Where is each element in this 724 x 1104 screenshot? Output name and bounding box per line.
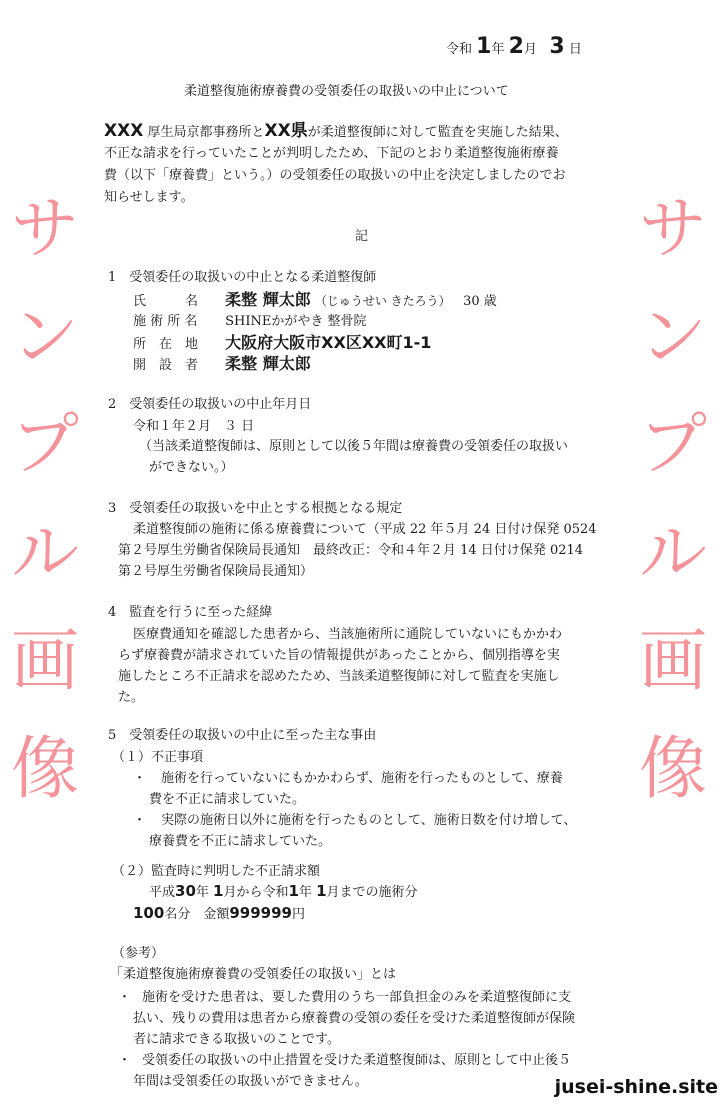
watermark-right: サ ン プ ル 画 像 (638, 190, 707, 809)
section-3-line-2: 第２号厚生労働省保険局長通知 最終改正：令和４年２月 14 日付け保発 0214 (118, 543, 584, 558)
owner-row: 開 設 者 柔整 輝太郎 (133, 354, 311, 373)
watermark-left: サ ン プ ル 画 像 (10, 190, 79, 809)
reference-bullet-1: ・ 施術を受けた患者は、要した費用のうち一部負担金のみを柔道整復師に支 (118, 990, 572, 1005)
intro-line-3: 費（以下「療養費」という。）の受領委任の取扱いの中止を決定しましたのでお (104, 168, 566, 183)
section-5-heading: 5 受領委任の取扱いの中止に至った主な事由 (108, 728, 377, 743)
reference-bullet-2-cont: 年間は受領委任の取扱いができません。 (133, 1074, 368, 1089)
section-4-heading: 4 監査を行うに至った経緯 (108, 605, 273, 620)
reference-definition: 「柔道整復施術療養費の受領委任の取扱い」とは (110, 967, 397, 982)
section-5-sub-1: （１）不正事項 (112, 750, 204, 765)
reference-heading: （参考） (112, 946, 165, 961)
section-4-line-3: 施したところ不正請求を認めたため、当該柔道整復師に対して監査を実施し (118, 669, 560, 684)
document-date: 令和 1年 2月 3 日 (446, 34, 582, 59)
section-5-bullet-1-cont: 費を不正に請求していた。 (149, 792, 306, 807)
intro-line-4: 知らせします。 (104, 190, 194, 205)
ki-heading: 記 (355, 229, 369, 244)
address-row: 所 在 地 大阪府大阪市XX区XX町1-1 (133, 333, 432, 352)
reference-bullet-1-cont-2: 者に請求できる取扱いのことです。 (133, 1032, 340, 1047)
name-row: 氏 名 柔整 輝太郎 （じゅうせい きたろう） 30 歳 (133, 290, 497, 309)
intro-line-2: 不正な請求を行っていたことが判明したため、下記のとおり柔道整復施術療養 (104, 146, 559, 161)
section-3-line-3: 第２号厚生労働省保険局長通知） (118, 564, 314, 579)
fraud-period: 平成30年 1月から令和1年 1月までの施術分 (149, 882, 418, 900)
section-5-bullet-2: ・ 実際の施術日以外に施術を行ったものとして、施術日数を付け増して、 (133, 813, 577, 828)
clinic-row: 施 術 所 名 SHINEかがやき 整骨院 (133, 314, 367, 329)
site-watermark: jusei-shine.site (554, 1076, 718, 1098)
section-4-line-4: た。 (118, 690, 145, 705)
fraud-amount: 100名分 金額999999円 (133, 904, 305, 922)
reference-bullet-1-cont-1: 払い、残りの費用は患者から療養費の受領の委任を受けた柔道整復師が保険 (133, 1011, 576, 1026)
section-5-sub-2: （２）監査時に判明した不正請求額 (112, 864, 321, 879)
document-title: 柔道整復施術療養費の受領委任の取扱いの中止について (184, 84, 509, 99)
section-2-heading: 2 受領委任の取扱いの中止年月日 (108, 397, 312, 412)
section-3-line-1: 柔道整復師の施術に係る療養費について（平成 22 年５月 24 日付け保発 0524 (133, 522, 597, 537)
intro-line-1: XXX 厚生局京都事務所とXX県が柔道整復師に対して監査を実施した結果、 (104, 121, 568, 141)
section-2-note-2: ができない。） (149, 460, 234, 475)
section-1-heading: 1 受領委任の取扱いの中止となる柔道整復師 (108, 270, 377, 285)
section-5-bullet-1: ・ 施術を行っていないにもかかわらず、施術を行ったものとして、療養 (133, 771, 563, 786)
stop-date: 令和１年２月 ３ 日 (133, 419, 255, 434)
section-2-note-1: （当該柔道整復師は、原則として以後５年間は療養費の受領委任の取扱い (139, 439, 569, 454)
reference-bullet-2: ・ 受領委任の取扱いの中止措置を受けた柔道整復師は、原則として中止後５ (118, 1053, 572, 1068)
section-5-bullet-2-cont: 療養費を不正に請求していた。 (149, 834, 332, 849)
section-4-line-1: 医療費通知を確認した患者から、当該施術所に通院していないにもかかわ (133, 627, 563, 642)
section-4-line-2: らず療養費が請求されていた旨の情報提供があったことから、個別指導を実 (118, 648, 560, 663)
section-3-heading: 3 受領委任の取扱いを中止とする根拠となる規定 (108, 501, 403, 516)
